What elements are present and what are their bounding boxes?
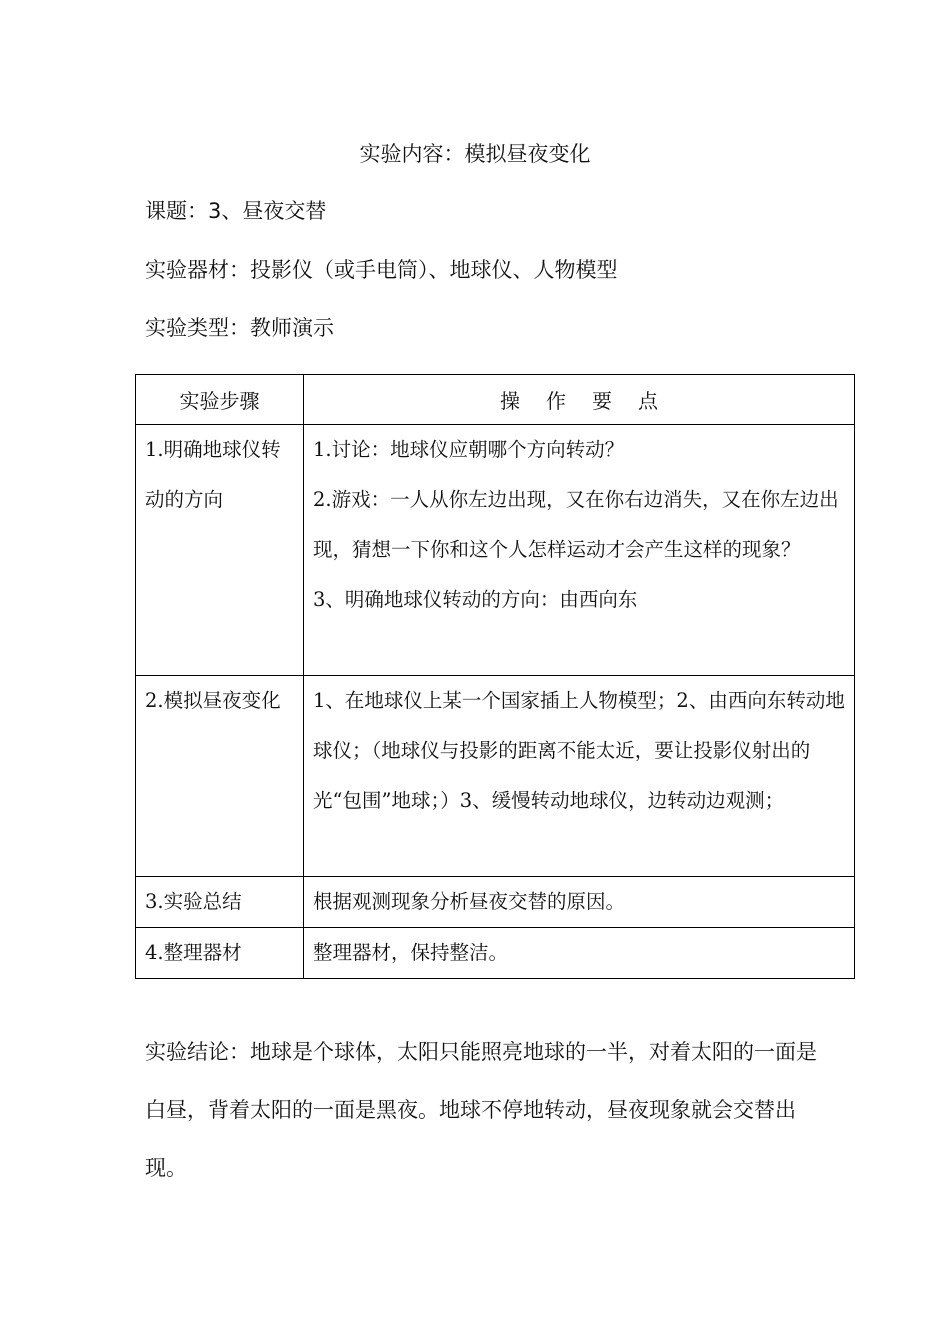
header-points: 操作要点 [304,375,855,425]
point-text: 根据观测现象分析昼夜交替的原因。 [313,890,626,913]
point-text: 1、在地球仪上某一个国家插上人物模型；2、由西向东转动地球仪；（地球仪与投影的距离不能太近，要让投影仪射出的光“包围”地球；）3、缓慢转动地球仪，边转动边观测； [313,689,845,812]
step-cell: 3.实验总结 [136,877,304,928]
procedure-table [135,374,855,979]
point-text: 整理器材，保持整洁。 [313,941,509,964]
step-cell: 2.模拟昼夜变化 [136,676,304,877]
step-cell: 4.整理器材 [136,928,304,979]
table-row [136,425,855,676]
experiment-type-line: 实验类型：教师演示 [145,316,334,340]
page-title: 实验内容：模拟昼夜变化 [359,142,591,166]
points-cell [304,425,855,676]
point-text: 2.游戏：一人从你左边出现，又在你右边消失，又在你左边出现，猜想一下你和这个人怎样运动才会产生这样的现象？ [313,488,839,561]
table-row [136,676,855,877]
table-row [136,928,855,979]
point-text: 3、明确地球仪转动的方向：由西向东 [313,588,638,611]
conclusion-paragraph: 实验结论：地球是个球体，太阳只能照亮地球的一半，对着太阳的一面是白昼，背着太阳的一面是黑夜。地球不停地转动，昼夜现象就会交替出现。 [145,1040,817,1180]
points-cell [304,928,855,979]
step-cell: 1.明确地球仪转动的方向 [136,425,304,676]
points-cell [304,877,855,928]
header-steps: 实验步骤 [136,375,304,425]
table-header-row [136,375,855,425]
point-text: 1.讨论：地球仪应朝哪个方向转动？ [313,438,625,461]
materials-line: 实验器材：投影仪（或手电筒）、地球仪、人物模型 [145,258,618,282]
table-row [136,877,855,928]
subject-line: 课题：3、昼夜交替 [145,199,327,223]
points-cell [304,676,855,877]
